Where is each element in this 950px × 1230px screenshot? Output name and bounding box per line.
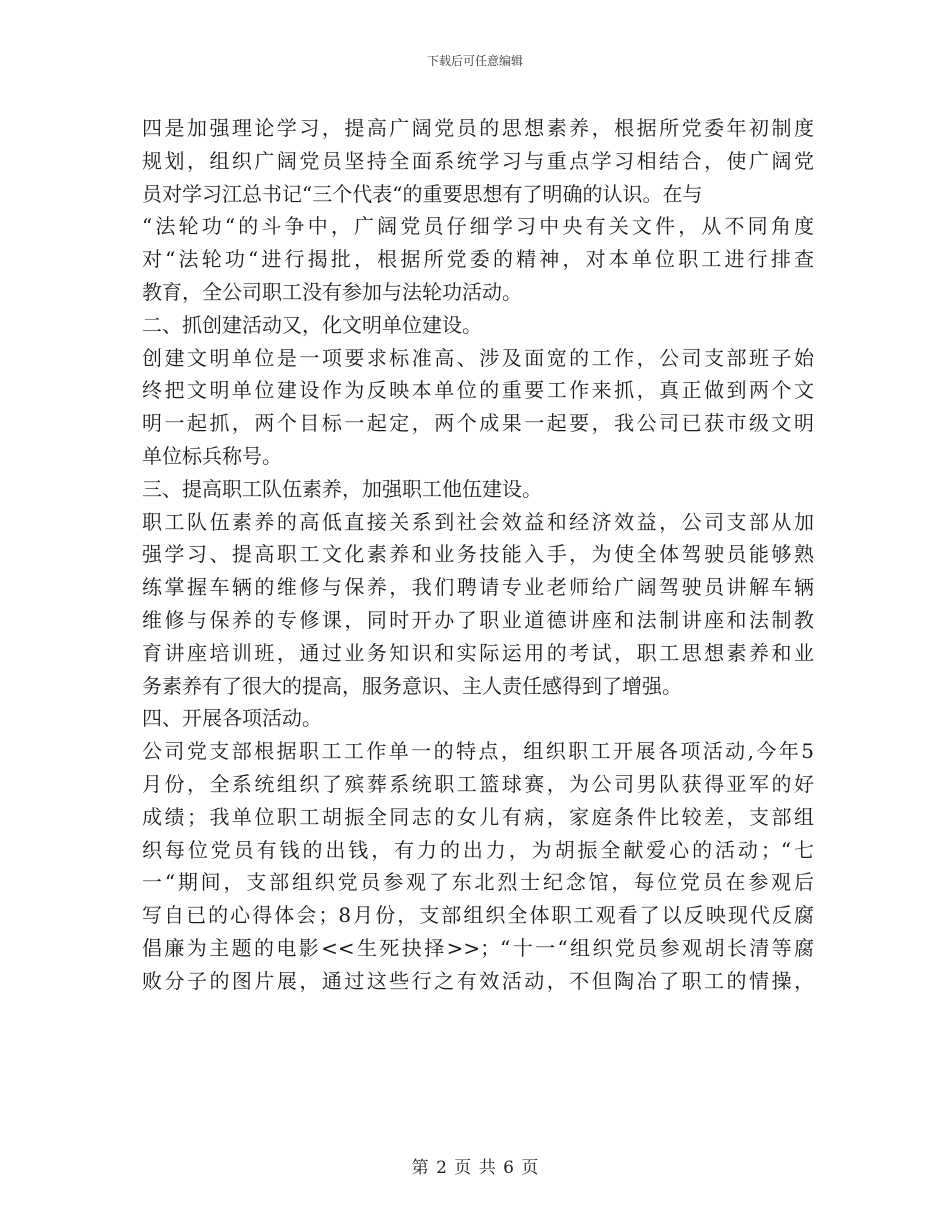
document-body	[142, 112, 814, 998]
text-line: 规划，组织广阔党员坚持全面系统学习与重点学习相结合，使广阔党	[142, 148, 814, 173]
text-line: 四是加强理论学习，提高广阔党员的思想素养，根据所党委年初制度	[142, 116, 814, 140]
text-line: 写自已的心得体会；8月份，支部组织全体职工观看了以反映现代反腐	[142, 903, 814, 928]
text-line: 教育，全公司职工没有参加与法轮功活动。	[142, 279, 522, 304]
text-line: “法轮功“的斗争中，广阔党员仔细学习中央有关文件，从不同角度	[142, 214, 814, 239]
text-line: 织每位党员有钱的出钱，有力的出力，为胡振全献爱心的活动；“七	[142, 837, 814, 862]
text-line: 三、提高职工队伍素养，加强职工他伍建设。	[142, 476, 542, 501]
text-line: 一“期间，支部组织党员参观了东北烈士纪念馆，每位党员在参观后	[142, 870, 814, 895]
text-line: 月份，全系统组织了殡葬系统职工篮球赛，为公司男队获得亚军的好	[142, 771, 814, 796]
text-line: 单位标兵称号。	[142, 443, 282, 468]
text-line: 务素养有了很大的提高，服务意识、主人责任感得到了增强。	[142, 673, 682, 698]
text-line: 职工队伍素养的高低直接关系到社会效益和经济效益，公司支部从加	[142, 509, 814, 534]
text-line: 育讲座培训班，通过业务知识和实际运用的考试，职工思想素养和业	[142, 640, 814, 665]
text-line: 公司党支部根据职工工作单一的特点，组织职工开展各项活动,今年5	[142, 739, 814, 764]
text-line: 对“法轮功“进行揭批，根据所党委的精神，对本单位职工进行排查	[142, 247, 814, 272]
text-line: 终把文明单位建设作为反映本单位的重要工作来抓，真正做到两个文	[142, 378, 814, 403]
text-line: 创建文明单位是一项要求标准高、涉及面宽的工作，公司支部班子始	[142, 345, 814, 370]
text-line: 强学习、提高职工文化素养和业务技能入手，为使全体驾驶员能够熟	[142, 542, 814, 567]
text-line: 成绩；我单位职工胡振全同志的女儿有病，家庭条件比较差，支部组	[142, 804, 814, 829]
text-line: 二、抓创建活动又，化文明单位建设。	[142, 312, 482, 337]
page-footer: 第 2 页 共 6 页	[411, 1158, 539, 1178]
text-line: 四、开展各项活动。	[142, 706, 322, 731]
text-line: 败分子的图片展，通过这些行之有效活动，不但陶冶了职工的情操，	[142, 968, 814, 993]
text-line: 倡廉为主题的电影<<生死抉择>>；“十一“组织党员参观胡长清等腐	[142, 935, 814, 960]
text-line: 明一起抓，两个目标一起定，两个成果一起要，我公司已获市级文明	[142, 411, 814, 436]
page-header: 下载后可任意编辑	[426, 54, 523, 68]
text-line: 员对学习江总书记“三个代表“的重要思想有了明确的认识。在与	[142, 181, 703, 206]
text-line: 维修与保养的专修课，同时开办了职业道德讲座和法制讲座和法制教	[142, 607, 814, 632]
text-line: 练掌握车辆的维修与保养，我们聘请专业老师给广阔驾驶员讲解车辆	[142, 575, 814, 600]
